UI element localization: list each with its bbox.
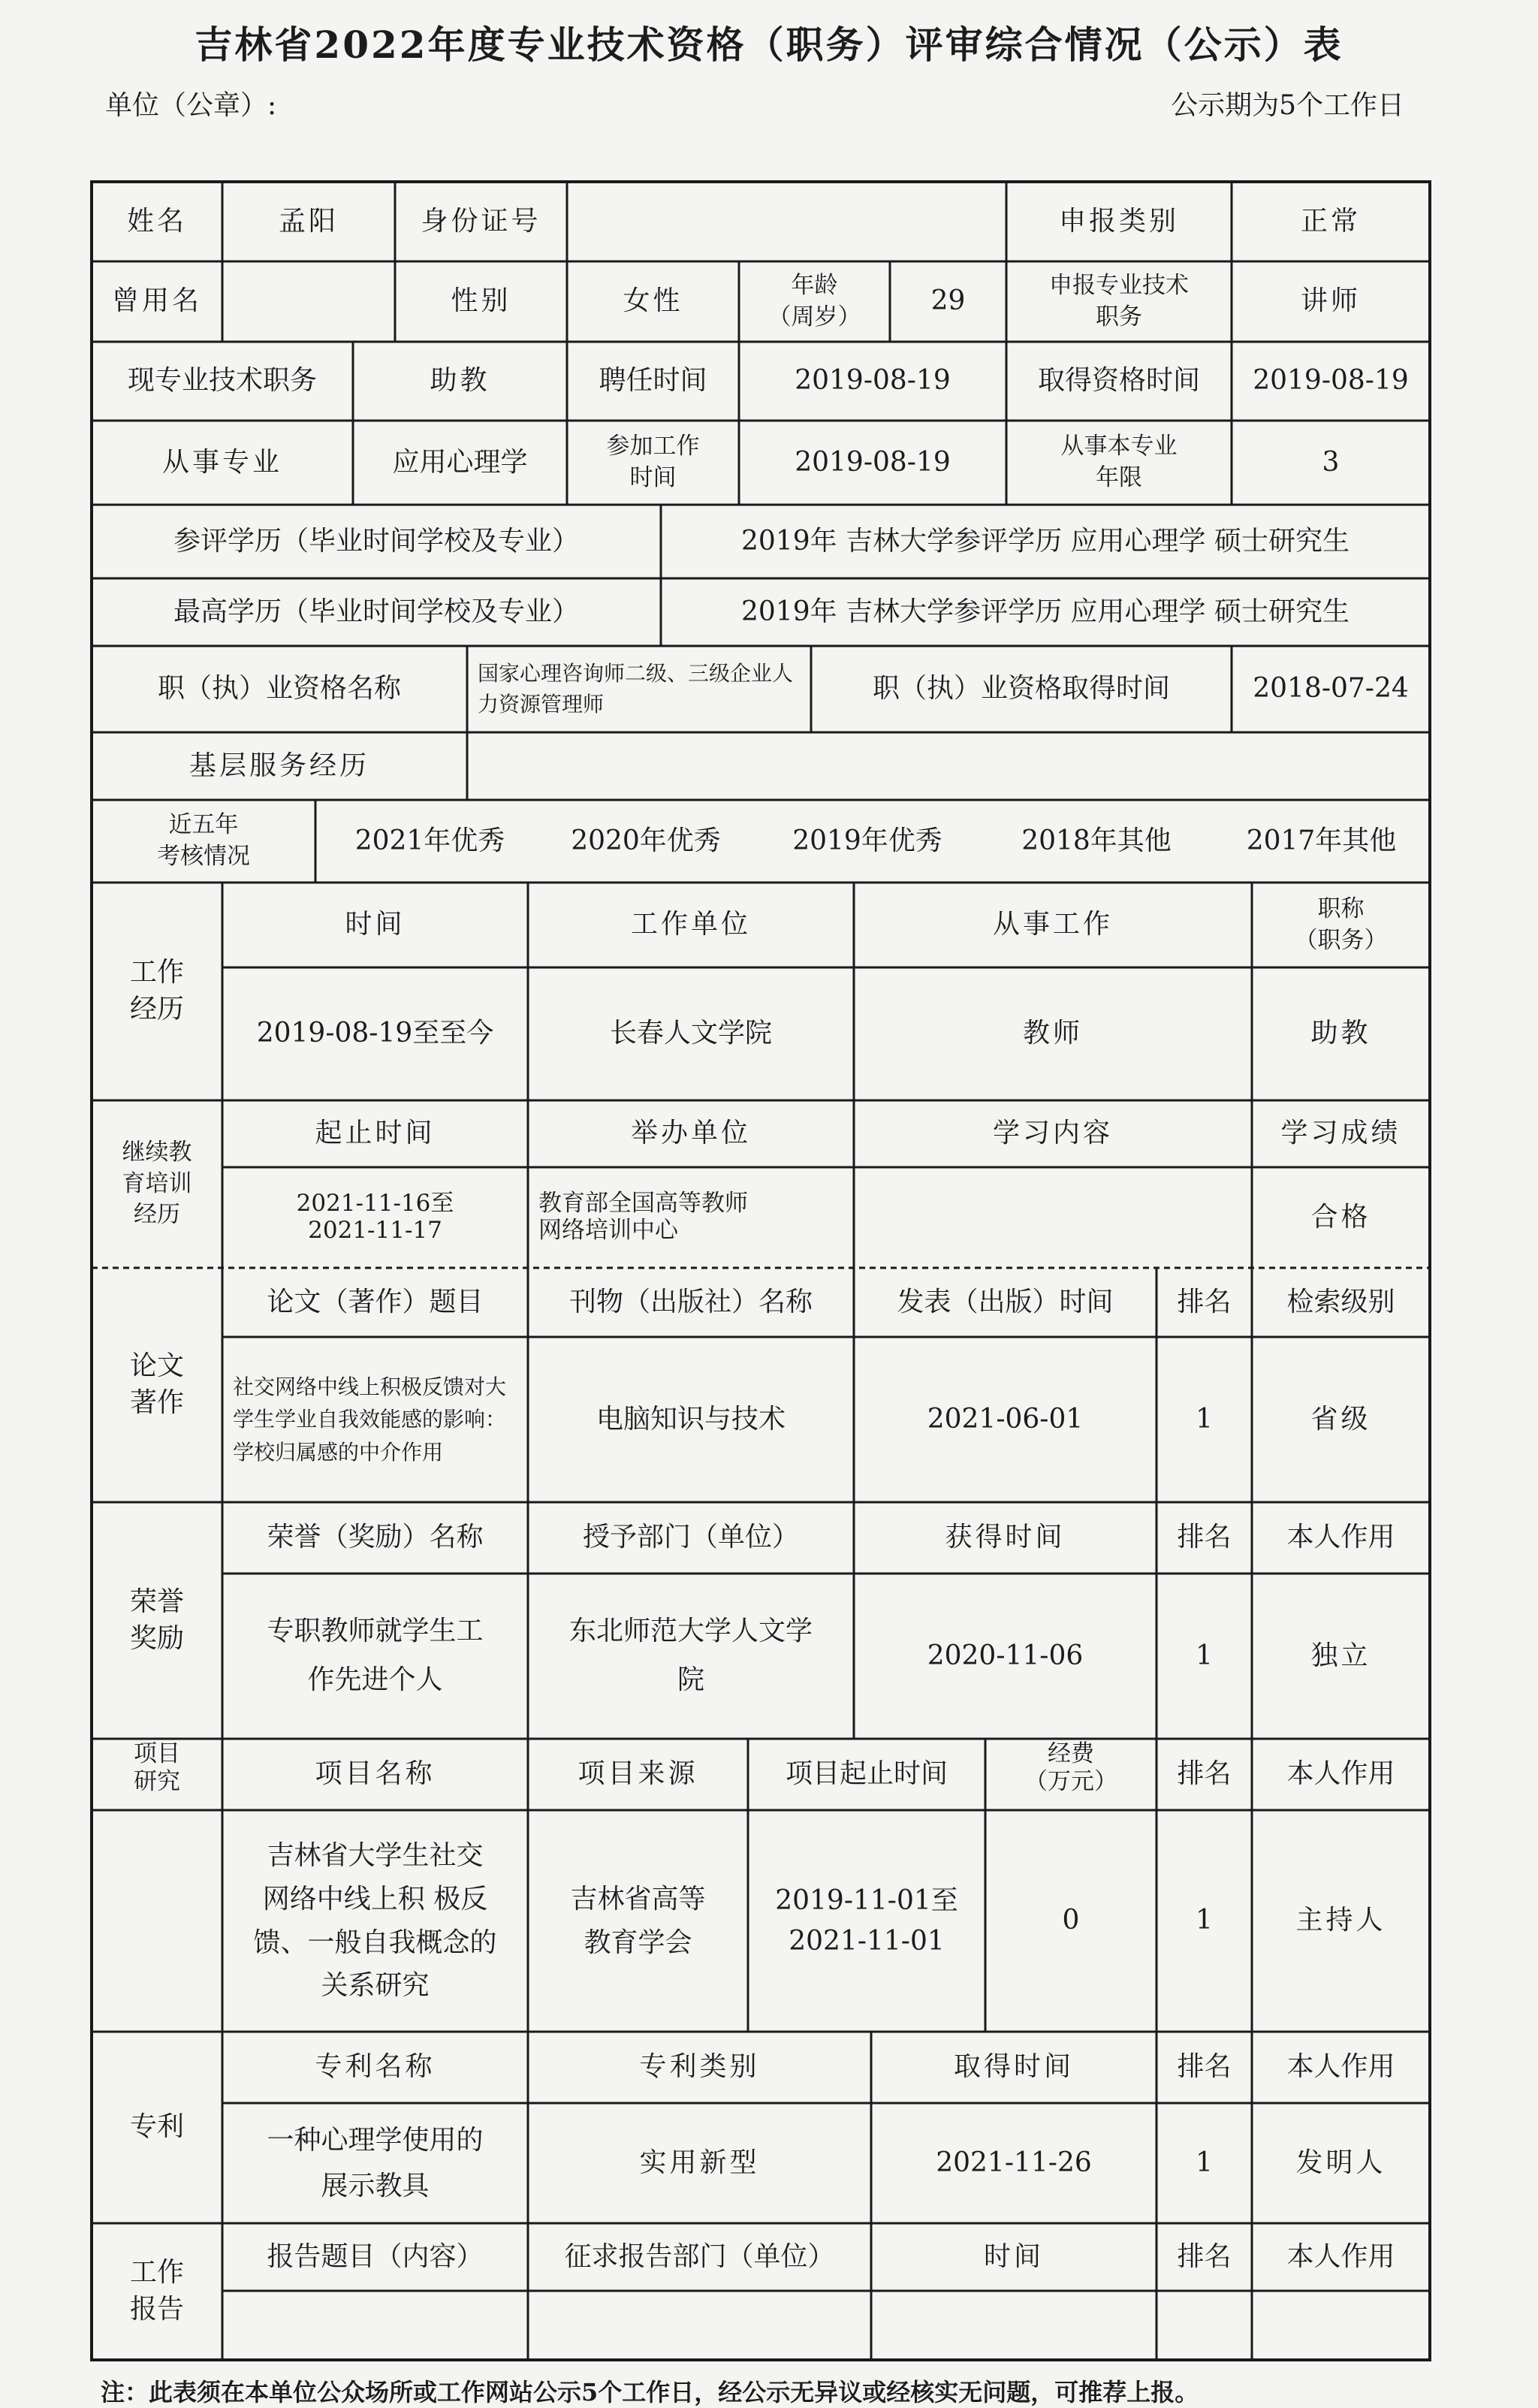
honors-section-label: 荣誉 奖励 (129, 1586, 184, 1654)
assessment-label: 近五年 考核情况 (157, 811, 250, 870)
projects-header: 项目名称 (315, 1758, 436, 1790)
reports-cell (528, 2291, 871, 2360)
former-name-value (222, 261, 395, 342)
projects-cell: 主持人 (1295, 1905, 1386, 1936)
former-name-label: 曾用名 (111, 285, 202, 317)
papers-header: 发表（出版）时间 (897, 1286, 1114, 1317)
projects-header: 本人作用 (1286, 1758, 1395, 1790)
footer-note: 注：此表须在本单位公众场所或工作网站公示5个工作日，经公示无异议或经核实无问题，可推荐上报。 (101, 2378, 1199, 2406)
prof-qual-date-value: 2018-07-24 (1253, 673, 1409, 705)
hire-date-value: 2019-08-19 (795, 365, 951, 397)
work-header: 职称 （职务） (1294, 895, 1388, 954)
patents-header: 专利类别 (639, 2051, 760, 2083)
prof-qual-date-label: 职（执）业资格取得时间 (872, 673, 1170, 705)
top-edu-label: 最高学历（毕业时间学校及专业） (173, 596, 579, 627)
grassroots-label: 基层服务经历 (188, 750, 369, 781)
training-cell: 2021-11-16至 2021-11-17 (296, 1190, 454, 1244)
papers-cell: 1 (1196, 1403, 1213, 1435)
qual-date-label: 取得资格时间 (1037, 365, 1200, 397)
honors-header: 授予部门（单位） (582, 1522, 799, 1553)
projects-cell: 2019-11-01至 2021-11-01 (775, 1884, 958, 1957)
edu-value: 2019年 吉林大学参评学历 应用心理学 硕士研究生 (741, 525, 1350, 557)
patents-cell: 一种心理学使用的 展示教具 (267, 2124, 484, 2201)
category-label: 申报类别 (1058, 205, 1179, 237)
age-label: 年龄 （周岁） (767, 271, 861, 330)
patents-header: 取得时间 (953, 2051, 1074, 2083)
work-header: 工作单位 (630, 909, 751, 940)
reports-cell (1252, 2291, 1430, 2360)
training-cell (854, 1167, 1252, 1268)
hire-date-label: 聘任时间 (599, 365, 707, 397)
patents-header: 排名 (1177, 2051, 1232, 2083)
projects-header: 项目来源 (578, 1758, 698, 1790)
work-cell: 2019-08-19至至今 (256, 1018, 494, 1049)
years-label: 从事本专业 年限 (1060, 433, 1178, 491)
training-header: 学习内容 (992, 1118, 1113, 1149)
honors-cell: 独立 (1310, 1640, 1371, 1671)
papers-cell: 社交网络中线上积极反馈对大学生学业自我效能感的影响：学校归属感的中介作用 (233, 1374, 507, 1465)
age-value: 29 (930, 285, 966, 317)
reports-header: 时间 (983, 2241, 1044, 2272)
projects-section-label: 项目 研究 (134, 1740, 180, 1796)
papers-cell: 电脑知识与技术 (596, 1403, 786, 1435)
id-label: 身份证号 (421, 205, 541, 237)
edu-label: 参评学历（毕业时间学校及专业） (173, 525, 579, 557)
gender-label: 性别 (451, 285, 511, 317)
papers-header: 排名 (1177, 1286, 1232, 1317)
form-title: 吉林省2022年度专业技术资格（职务）评审综合情况（公示）表 (195, 23, 1343, 67)
projects-header: 经费 （万元） (1024, 1740, 1117, 1796)
major-value: 应用心理学 (392, 446, 528, 478)
training-header: 起止时间 (315, 1118, 436, 1149)
prof-qual-value: 国家心理咨询师二级、三级企业人力资源管理师 (478, 660, 794, 717)
work-start-value: 2019-08-19 (795, 446, 951, 478)
training-cell: 合格 (1310, 1201, 1371, 1233)
assessment-item: 2017年其他 (1246, 825, 1397, 856)
papers-header: 刊物（出版社）名称 (568, 1286, 813, 1317)
patents-cell: 实用新型 (639, 2147, 760, 2178)
apply-title-label: 申报专业技术 职务 (1049, 271, 1189, 330)
honors-cell: 专职教师就学生工 作先进个人 (267, 1616, 484, 1695)
patents-section-label: 专利 (129, 2111, 184, 2143)
patents-header: 专利名称 (315, 2051, 436, 2083)
name-label: 姓名 (126, 205, 187, 237)
years-value: 3 (1322, 446, 1340, 478)
work-cell: 助教 (1310, 1018, 1371, 1049)
reports-cell (1157, 2291, 1252, 2360)
papers-cell: 省级 (1310, 1403, 1371, 1435)
patents-cell: 发明人 (1295, 2147, 1386, 2178)
gender-value: 女性 (623, 285, 683, 317)
honors-cell: 1 (1196, 1640, 1213, 1671)
patents-header: 本人作用 (1286, 2051, 1395, 2083)
training-header: 举办单位 (630, 1118, 751, 1149)
reports-header: 征求报告部门（单位） (564, 2241, 835, 2272)
honors-header: 获得时间 (945, 1522, 1066, 1553)
top-edu-value: 2019年 吉林大学参评学历 应用心理学 硕士研究生 (741, 596, 1350, 627)
reports-cell (222, 2291, 528, 2360)
work-cell: 教师 (1022, 1018, 1083, 1049)
papers-header: 论文（著作）题目 (267, 1286, 484, 1317)
work-section-label: 工作 经历 (129, 957, 184, 1024)
work-header: 从事工作 (992, 909, 1113, 940)
papers-header: 检索级别 (1286, 1286, 1395, 1317)
training-section-label: 继续教 育培训 经历 (122, 1138, 192, 1229)
projects-cell: 1 (1196, 1905, 1213, 1936)
reports-header: 报告题目（内容） (267, 2241, 484, 2272)
reports-header: 排名 (1177, 2241, 1232, 2272)
training-header: 学习成绩 (1280, 1118, 1401, 1149)
name-value: 孟阳 (278, 205, 339, 237)
patents-cell: 2021-11-26 (936, 2147, 1092, 2178)
assessment-item: 2018年其他 (1021, 825, 1172, 856)
honors-cell: 2020-11-06 (927, 1640, 1084, 1671)
unit-stamp-label: 单位（公章）: (105, 90, 277, 121)
major-label: 从事专业 (161, 446, 282, 478)
prof-qual-label: 职（执）业资格名称 (157, 673, 401, 705)
category-value: 正常 (1300, 205, 1361, 237)
reports-header: 本人作用 (1286, 2241, 1395, 2272)
assessment-item: 2021年优秀 (354, 825, 505, 856)
work-cell: 长春人文学院 (609, 1018, 772, 1049)
assessment-item: 2020年优秀 (571, 825, 721, 856)
honors-header: 荣誉（奖励）名称 (267, 1522, 484, 1553)
qual-date-value: 2019-08-19 (1253, 365, 1409, 397)
work-header: 时间 (345, 909, 406, 940)
reports-cell (871, 2291, 1157, 2360)
grassroots-value (467, 732, 1430, 800)
apply-title-value: 讲师 (1300, 285, 1361, 317)
current-title-label: 现专业技术职务 (127, 365, 317, 397)
patents-cell: 1 (1196, 2147, 1213, 2178)
current-title-value: 助教 (430, 365, 490, 397)
papers-section-label: 论文 著作 (129, 1350, 184, 1418)
projects-cell: 吉林省大学生社交 网络中线上积 极反 馈、一般自我概念的 关系研究 (253, 1840, 497, 2002)
honors-header: 本人作用 (1286, 1522, 1395, 1553)
training-cell: 教育部全国高等教师 网络培训中心 (538, 1190, 748, 1244)
projects-header: 排名 (1177, 1758, 1232, 1790)
work-start-label: 参加工作 时间 (606, 433, 700, 491)
projects-cell: 吉林省高等 教育学会 (570, 1883, 706, 1958)
assessment-item: 2019年优秀 (792, 825, 942, 856)
projects-header: 项目起止时间 (785, 1758, 948, 1790)
id-value (567, 182, 1006, 261)
papers-cell: 2021-06-01 (927, 1403, 1084, 1435)
projects-cell: 0 (1062, 1905, 1080, 1936)
honors-cell: 东北师范大学人文学 院 (568, 1616, 813, 1695)
reports-section-label: 工作 报告 (129, 2257, 184, 2325)
honors-header: 排名 (1177, 1522, 1232, 1553)
publicity-period: 公示期为5个工作日 (1171, 90, 1404, 121)
